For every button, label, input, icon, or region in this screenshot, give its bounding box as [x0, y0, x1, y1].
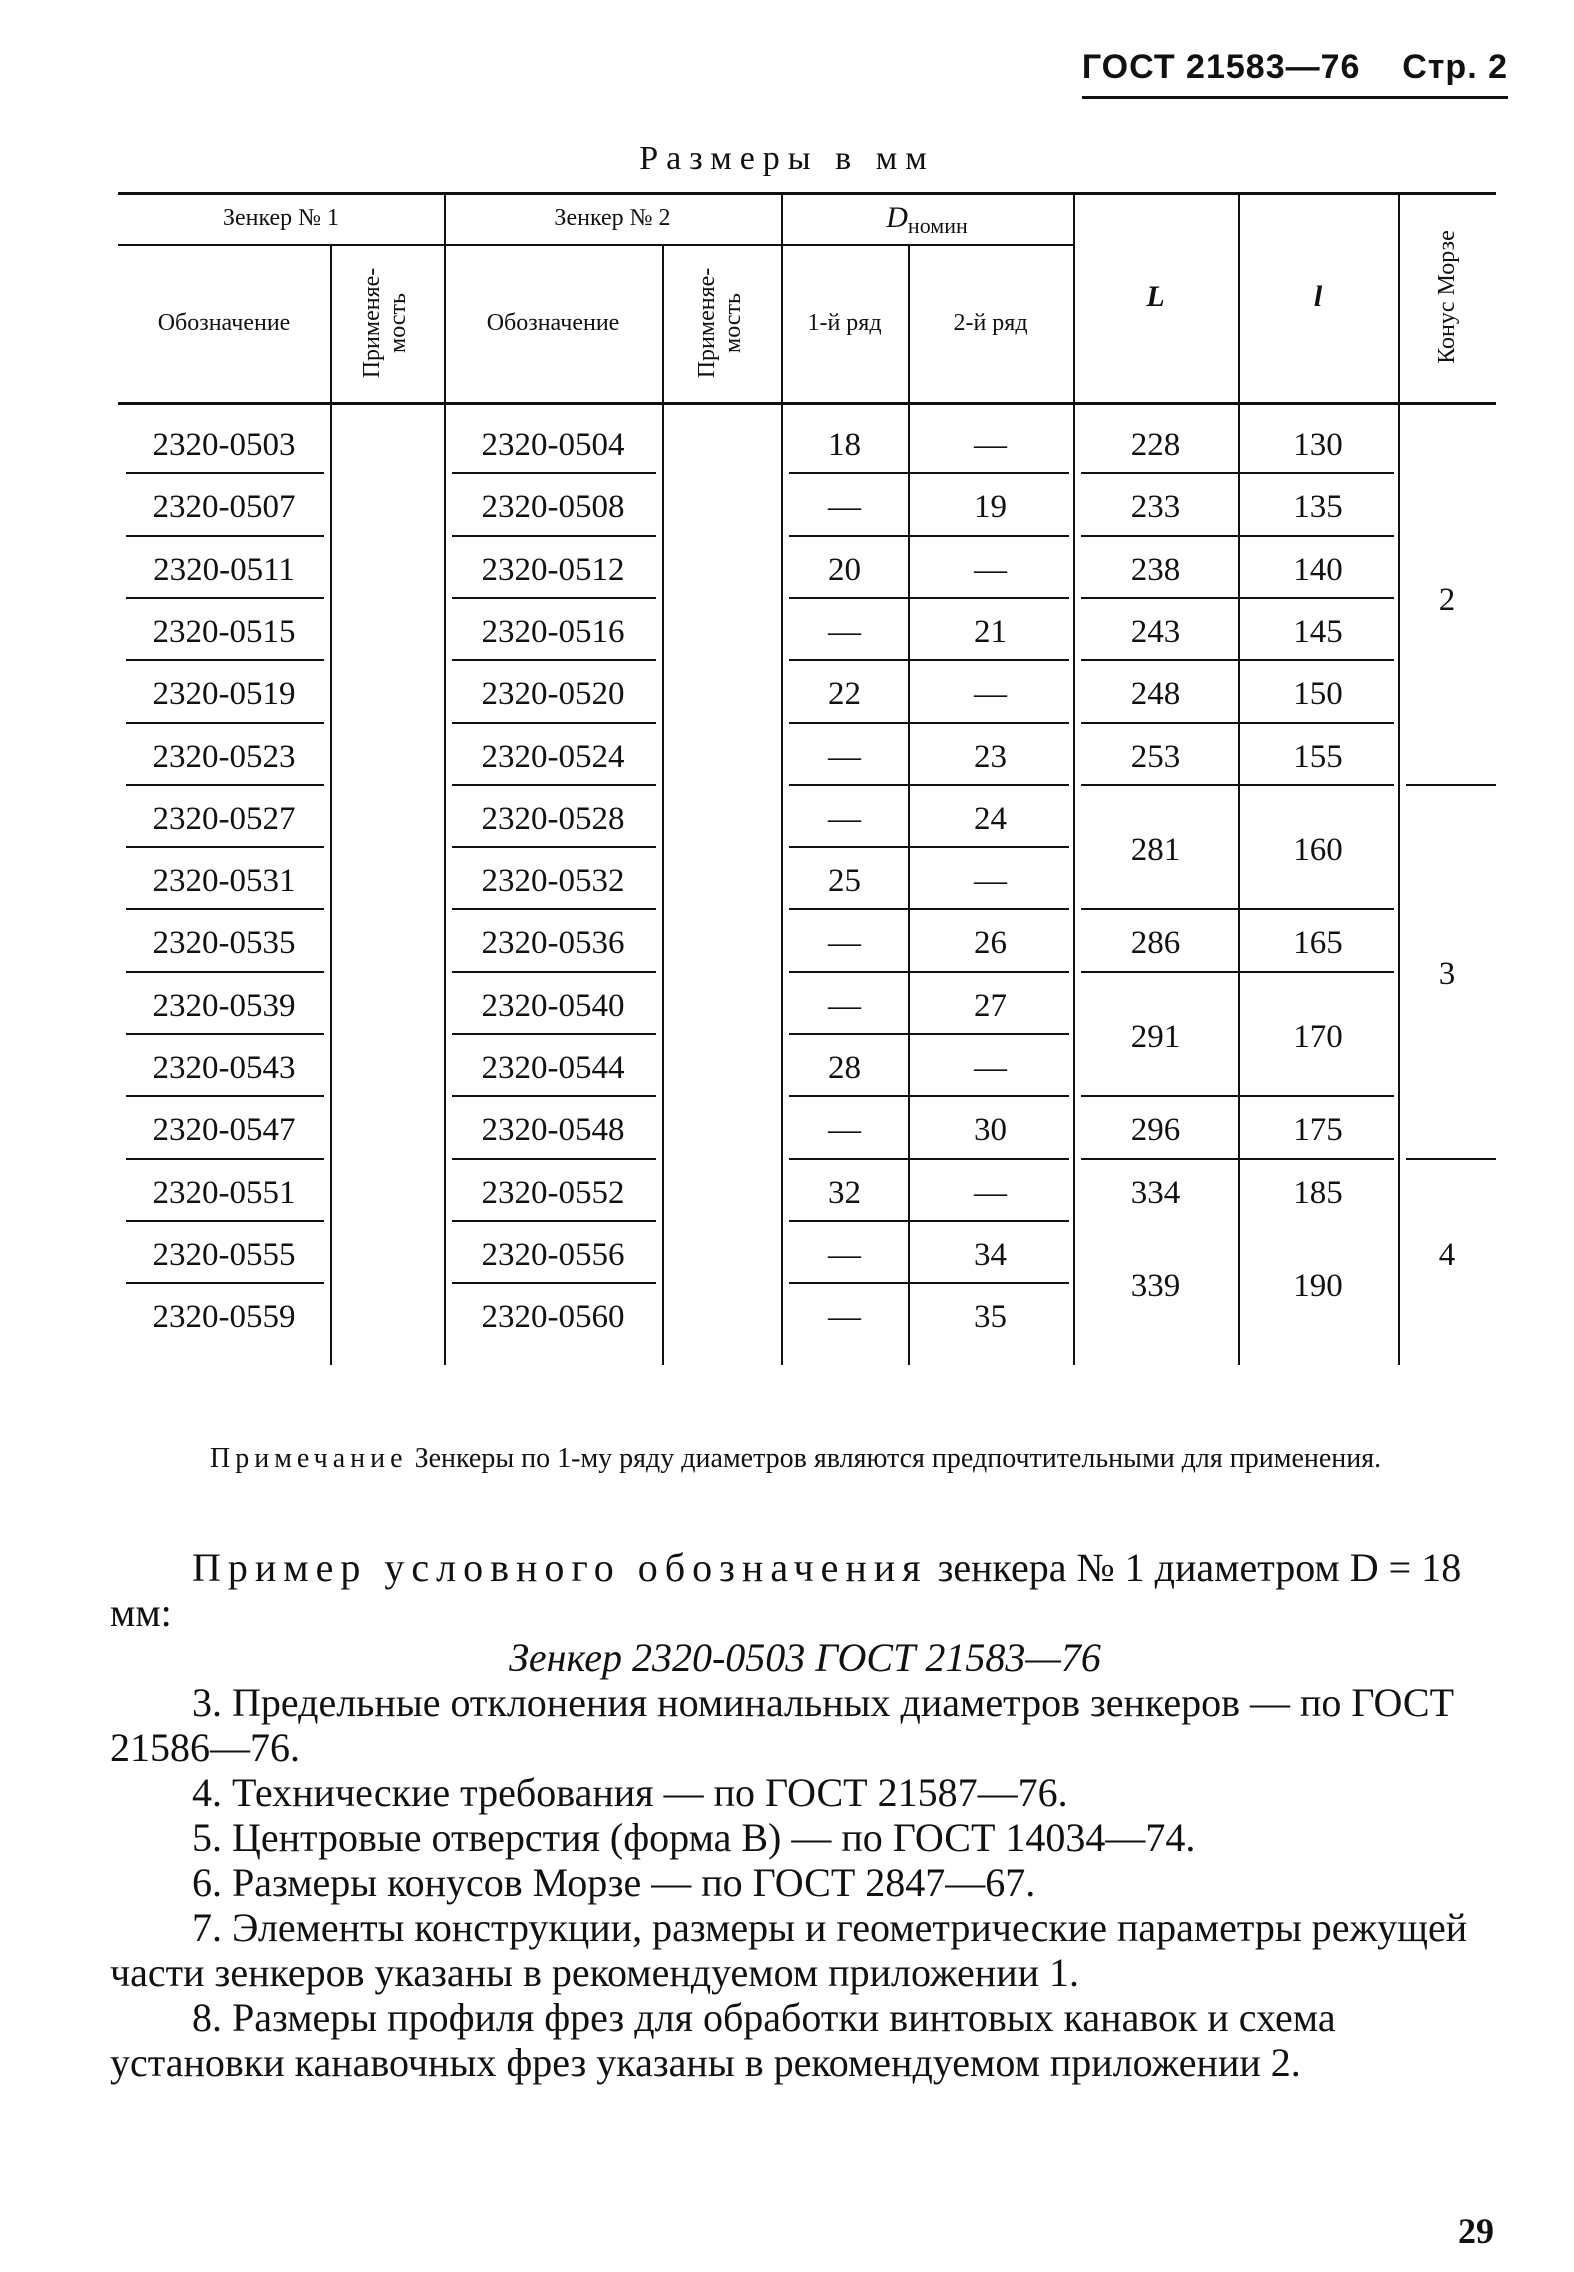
row-L: 233 [1130, 489, 1181, 526]
dimensions-table [118, 192, 1496, 1412]
row-rule [1081, 597, 1394, 599]
row-rule [452, 597, 656, 599]
row-z2-designation: 2320-0532 [481, 863, 625, 900]
row-rule [126, 1095, 324, 1097]
header-cone: Конус Морзе [1434, 230, 1460, 364]
row-z2-designation: 2320-0528 [481, 800, 625, 837]
row-z1-designation: 2320-0547 [152, 1112, 296, 1149]
row-cone-morse: 4 [1438, 1236, 1456, 1273]
row-rule [126, 472, 324, 474]
header-applicability2: Применяе- мость [693, 267, 746, 379]
header-designation1: Обозначение [157, 310, 291, 336]
header-L: L [1146, 280, 1165, 313]
row-rule [789, 659, 1069, 661]
row-z1-designation: 2320-0511 [153, 551, 295, 588]
row-rule [452, 722, 656, 724]
row-d-row2: 23 [974, 738, 1007, 775]
row-rule [789, 1033, 1069, 1035]
row-z1-designation: 2320-0515 [152, 613, 296, 650]
item-6: 6. Размеры конусов Морзе — по ГОСТ 2847—67. [192, 1860, 1036, 1905]
row-z1-designation: 2320-0527 [152, 800, 296, 837]
row-L: 281 [1130, 831, 1181, 868]
row-rule [1081, 971, 1394, 973]
header-d-nominal [781, 192, 1073, 244]
row-z2-designation: 2320-0556 [481, 1236, 625, 1273]
row-rule [789, 1282, 1069, 1284]
row-rule [452, 784, 656, 786]
example-label: Пример условного обозначения [192, 1545, 928, 1590]
row-rule [789, 1158, 1069, 1160]
row-l: 145 [1293, 613, 1343, 650]
page-header [1082, 48, 1508, 87]
row-rule [789, 1220, 1069, 1222]
row-z2-designation: 2320-0540 [481, 987, 625, 1024]
row-rule [452, 846, 656, 848]
row-rule [1081, 722, 1394, 724]
row-z1-designation: 2320-0507 [152, 489, 296, 526]
row-rule [126, 535, 324, 537]
header-row2: 2-й ряд [953, 310, 1028, 336]
row-rule [126, 1282, 324, 1284]
row-d-row1: — [828, 489, 861, 526]
header-designation2: Обозначение [486, 310, 620, 336]
row-rule [452, 1220, 656, 1222]
row-rule [789, 1095, 1069, 1097]
row-rule [1081, 1095, 1394, 1097]
row-rule [789, 846, 1069, 848]
row-d-row2: — [974, 427, 1007, 463]
row-z2-designation: 2320-0548 [481, 1112, 625, 1149]
cone-group-rule [1406, 784, 1496, 786]
row-rule [1081, 908, 1394, 910]
row-d-row2: — [974, 676, 1007, 713]
row-d-row2: 27 [974, 987, 1007, 1024]
row-rule [1081, 1158, 1394, 1160]
row-rule [126, 908, 324, 910]
row-rule [452, 971, 656, 973]
row-rule [126, 1220, 324, 1222]
row-L: 291 [1130, 1018, 1181, 1055]
row-rule [1081, 472, 1394, 474]
row-rule [452, 1158, 656, 1160]
row-d-row1: 20 [828, 551, 861, 588]
row-rule [789, 971, 1069, 973]
row-rule [1081, 659, 1394, 661]
row-rule [126, 722, 324, 724]
row-z1-designation: 2320-0531 [152, 863, 296, 900]
row-d-row2: 24 [974, 800, 1007, 837]
row-d-row1: 32 [828, 1174, 861, 1211]
row-z1-designation: 2320-0543 [152, 1050, 296, 1086]
row-d-row2: 26 [974, 925, 1007, 962]
row-rule [789, 472, 1069, 474]
header-rule [1082, 96, 1508, 99]
row-d-row2: 30 [974, 1112, 1007, 1149]
row-l: 185 [1293, 1174, 1343, 1211]
row-d-row1: — [828, 1236, 861, 1273]
header-bottom-rule [118, 402, 1496, 405]
row-l: 160 [1293, 831, 1343, 868]
row-z2-designation: 2320-0536 [481, 925, 625, 962]
row-cone-morse: 2 [1438, 582, 1456, 618]
row-d-row1: — [828, 800, 861, 837]
row-l: 135 [1293, 489, 1343, 526]
example-rest: зенкера № 1 диаметром D = 18 мм: [110, 1545, 1462, 1635]
row-rule [452, 535, 656, 537]
note-text: Зенкеры по 1-му ряду диаметров являются предпочтительными для применения. [414, 1443, 1382, 1474]
row-d-row1: 18 [828, 427, 861, 463]
row-rule [126, 659, 324, 661]
row-z1-designation: 2320-0555 [152, 1236, 296, 1273]
note-label: Примечание [210, 1443, 408, 1474]
units-caption: Размеры в мм [639, 140, 935, 177]
row-L: 339 [1130, 1267, 1181, 1304]
row-z2-designation: 2320-0504 [481, 427, 625, 463]
row-z2-designation: 2320-0512 [481, 551, 625, 588]
row-rule [126, 1033, 324, 1035]
row-z2-designation: 2320-0516 [481, 613, 625, 650]
row-rule [126, 1158, 324, 1160]
row-rule [789, 597, 1069, 599]
row-z1-designation: 2320-0523 [152, 738, 296, 775]
row-d-row1: — [828, 613, 861, 650]
row-d-row1: 22 [828, 676, 861, 713]
row-rule [1081, 784, 1394, 786]
row-L: 296 [1130, 1112, 1181, 1149]
example-designation: Зенкер 2320-0503 ГОСТ 21583—76 [509, 1635, 1101, 1680]
row-l: 190 [1293, 1267, 1343, 1304]
row-z1-designation: 2320-0551 [152, 1174, 296, 1211]
header-zenker1: Зенкер № 1 [222, 205, 340, 231]
row-z1-designation: 2320-0503 [152, 427, 296, 463]
row-L: 286 [1130, 925, 1181, 962]
row-d-row2: — [974, 1050, 1007, 1086]
row-d-row2: — [974, 863, 1007, 900]
row-L: 238 [1130, 551, 1181, 588]
row-d-row1: 28 [828, 1050, 861, 1086]
row-L: 228 [1130, 427, 1181, 463]
page-label: Стр. 2 [1402, 48, 1508, 86]
row-l: 130 [1293, 427, 1343, 463]
header-applicability1: Применяе- мость [359, 267, 411, 379]
row-l: 140 [1293, 551, 1343, 588]
row-d-row2: 19 [974, 489, 1007, 526]
row-d-row2: 21 [974, 613, 1007, 650]
row-z1-designation: 2320-0559 [152, 1299, 296, 1336]
row-rule [452, 1282, 656, 1284]
row-L: 253 [1130, 738, 1181, 775]
col-rule-appl2 [662, 244, 664, 1365]
cone-group-rule [1406, 1158, 1496, 1160]
row-rule [452, 659, 656, 661]
row-cone-morse: 3 [1438, 955, 1456, 992]
row-rule [789, 908, 1069, 910]
body-text [110, 1545, 1500, 2085]
row-l: 170 [1293, 1018, 1343, 1055]
table-note [210, 1440, 1500, 1478]
row-z2-designation: 2320-0524 [481, 738, 625, 775]
item-8: 8. Размеры профиля фрез для обработки винтовых канавок и схема установки канавочных фрез указаны в рекомендуемом приложении 2. [110, 1995, 1336, 2085]
item-5: 5. Центровые отверстия (форма B) — по ГОСТ 14034—74. [192, 1815, 1196, 1860]
row-rule [452, 1033, 656, 1035]
row-rule [452, 908, 656, 910]
row-z2-designation: 2320-0560 [481, 1299, 625, 1336]
row-rule [789, 722, 1069, 724]
col-rule-appl1 [330, 244, 332, 1365]
header-zenker2: Зенкер № 2 [554, 205, 671, 231]
row-z1-designation: 2320-0535 [152, 925, 296, 962]
row-d-row2: 35 [974, 1299, 1007, 1336]
item-3: 3. Предельные отклонения номинальных диаметров зенкеров — по ГОСТ 21586—76. [110, 1680, 1455, 1770]
row-rule [126, 971, 324, 973]
row-rule [452, 1095, 656, 1097]
row-d-row2: — [974, 1174, 1007, 1211]
row-d-row1: — [828, 1299, 861, 1336]
row-L: 248 [1130, 676, 1181, 713]
row-d-row1: — [828, 987, 861, 1024]
d-subscript: номин [907, 212, 968, 238]
row-d-row2: 34 [974, 1236, 1007, 1273]
row-z2-designation: 2320-0520 [481, 676, 625, 713]
row-L: 243 [1130, 613, 1181, 650]
row-d-row1: — [828, 1112, 861, 1149]
row-l: 175 [1293, 1112, 1343, 1149]
row-z2-designation: 2320-0508 [481, 489, 625, 526]
row-rule [789, 535, 1069, 537]
row-rule [789, 784, 1069, 786]
row-rule [1081, 535, 1394, 537]
row-z1-designation: 2320-0519 [152, 676, 296, 713]
row-z2-designation: 2320-0544 [481, 1050, 625, 1086]
row-rule [126, 784, 324, 786]
row-z1-designation: 2320-0539 [152, 987, 296, 1024]
header-l: l [1313, 280, 1323, 313]
row-l: 165 [1293, 925, 1343, 962]
standard-number: ГОСТ 21583—76 [1081, 48, 1361, 86]
row-d-row1: — [828, 925, 861, 962]
row-d-row1: 25 [828, 863, 861, 900]
example-paragraph [110, 1545, 1500, 1635]
header-row1: 1-й ряд [807, 310, 882, 336]
item-4: 4. Технические требования — по ГОСТ 21587—76. [192, 1770, 1068, 1815]
row-rule [126, 597, 324, 599]
row-l: 155 [1293, 738, 1343, 775]
row-L: 334 [1130, 1174, 1181, 1211]
row-z2-designation: 2320-0552 [481, 1174, 625, 1211]
row-d-row1: — [828, 738, 861, 775]
page-number: 29 [1458, 2211, 1494, 2251]
d-symbol: D [886, 201, 908, 234]
item-7: 7. Элементы конструкции, размеры и геометрические параметры режущей части зенкеров указаны в рекомендуемом приложении 1. [110, 1905, 1468, 1995]
row-l: 150 [1293, 676, 1343, 713]
row-rule [126, 846, 324, 848]
row-d-row2: — [974, 551, 1007, 588]
row-rule [452, 472, 656, 474]
